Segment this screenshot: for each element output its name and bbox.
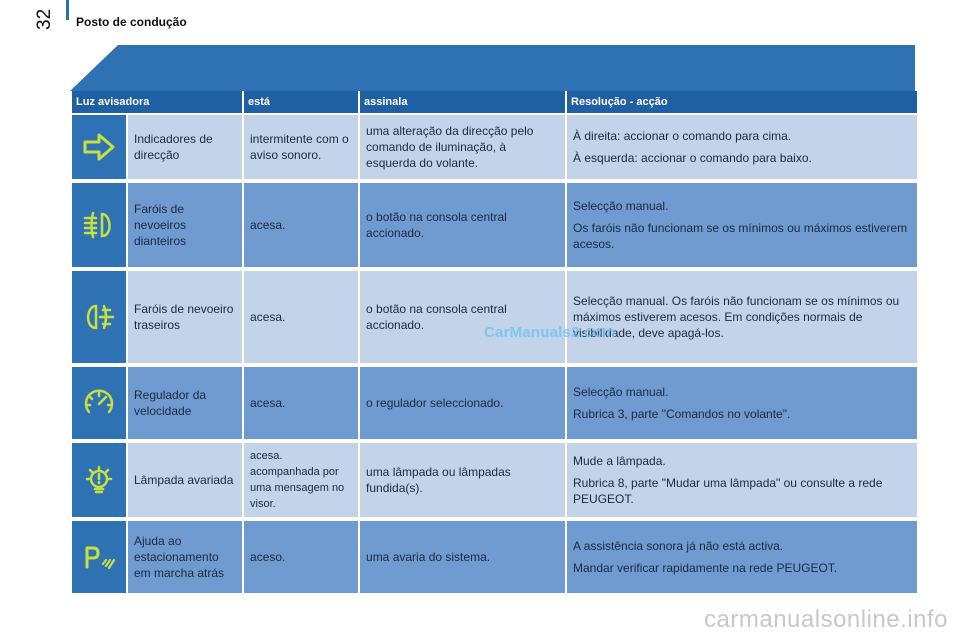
resolution-line: Selecção manual. xyxy=(573,199,669,213)
light-signals: uma avaria do sistema. xyxy=(360,521,565,593)
resolution-line: Mude a lâmpada. xyxy=(573,454,666,468)
light-state: acesa. xyxy=(244,271,358,363)
speed-limiter-icon xyxy=(72,367,126,439)
table-row xyxy=(72,443,917,517)
light-name: Faróis de nevoeiro traseiros xyxy=(128,271,242,363)
resolution-line: À direita: accionar o comando para cima. xyxy=(573,129,792,143)
section-title: Posto de condução xyxy=(76,15,187,29)
resolution-line: A assistência sonora já não está activa. xyxy=(573,539,784,553)
table-header-row xyxy=(72,91,917,113)
light-state: aceso. xyxy=(244,521,358,593)
side-accent-line xyxy=(66,0,69,20)
light-name: Indicadores de direcção xyxy=(128,115,242,179)
header-warning-light: Luz avisadora xyxy=(72,91,242,113)
light-signals: o regulador seleccionado. xyxy=(360,367,565,439)
light-signals: uma alteração da direcção pelo comando de iluminação, à esquerda do volante. xyxy=(360,115,565,179)
light-signals: o botão na consola central accionado. xyxy=(360,271,565,363)
table-row xyxy=(72,367,917,439)
warning-lights-table xyxy=(70,91,919,593)
resolution-line: À esquerda: accionar o comando para baixo. xyxy=(573,151,812,165)
light-resolution xyxy=(567,183,917,267)
light-resolution xyxy=(567,521,917,593)
light-name: Lâmpada avariada xyxy=(128,443,242,517)
page-number: 32 xyxy=(34,8,55,30)
light-resolution xyxy=(567,271,917,363)
light-state: intermitente com o aviso sonoro. xyxy=(244,115,358,179)
bulb-failure-icon xyxy=(72,443,126,517)
light-resolution xyxy=(567,115,917,179)
resolution-line: Rubrica 3, parte "Comandos no volante". xyxy=(573,407,791,421)
rear-fog-lamp-icon xyxy=(72,271,126,363)
watermark-text: CarManuals2.com xyxy=(484,324,616,341)
header-resolution: Resolução - acção xyxy=(567,91,917,113)
light-state: acesa. xyxy=(244,367,358,439)
light-name: Faróis de nevoeiros dianteiros xyxy=(128,183,242,267)
table-row xyxy=(72,115,917,179)
light-resolution xyxy=(567,367,917,439)
light-name: Regulador da velocidade xyxy=(128,367,242,439)
table-row xyxy=(72,183,917,267)
resolution-line: Rubrica 8, parte "Mudar uma lâmpada" ou consulte a rede PEUGEOT. xyxy=(573,476,883,506)
header-signals: assinala xyxy=(360,91,565,113)
header-banner xyxy=(70,45,915,91)
resolution-line: Selecção manual. Os faróis não funcionam se os mínimos ou máximos estiverem acesos. Em condições normais de visibilidade, deve apagá-los. xyxy=(573,294,900,340)
turn-indicator-icon xyxy=(72,115,126,179)
light-resolution xyxy=(567,443,917,517)
parking-sensor-icon xyxy=(72,521,126,593)
front-fog-lamp-icon xyxy=(72,183,126,267)
resolution-line: Mandar verificar rapidamente na rede PEUGEOT. xyxy=(573,561,838,575)
light-state: acesa. xyxy=(244,183,358,267)
light-state: acesa. acompanhada por uma mensagem no visor. xyxy=(244,443,358,517)
light-signals: uma lâmpada ou lâmpadas fundida(s). xyxy=(360,443,565,517)
table-row xyxy=(72,521,917,593)
header-state: está xyxy=(244,91,358,113)
light-signals: o botão na consola central accionado. xyxy=(360,183,565,267)
light-name: Ajuda ao estacionamento em marcha atrás xyxy=(128,521,242,593)
resolution-line: Selecção manual. xyxy=(573,385,669,399)
table-row xyxy=(72,271,917,363)
resolution-line: Os faróis não funcionam se os mínimos ou máximos estiverem acesos. xyxy=(573,221,908,251)
footer-watermark: carmanualsonline.info xyxy=(704,606,948,633)
